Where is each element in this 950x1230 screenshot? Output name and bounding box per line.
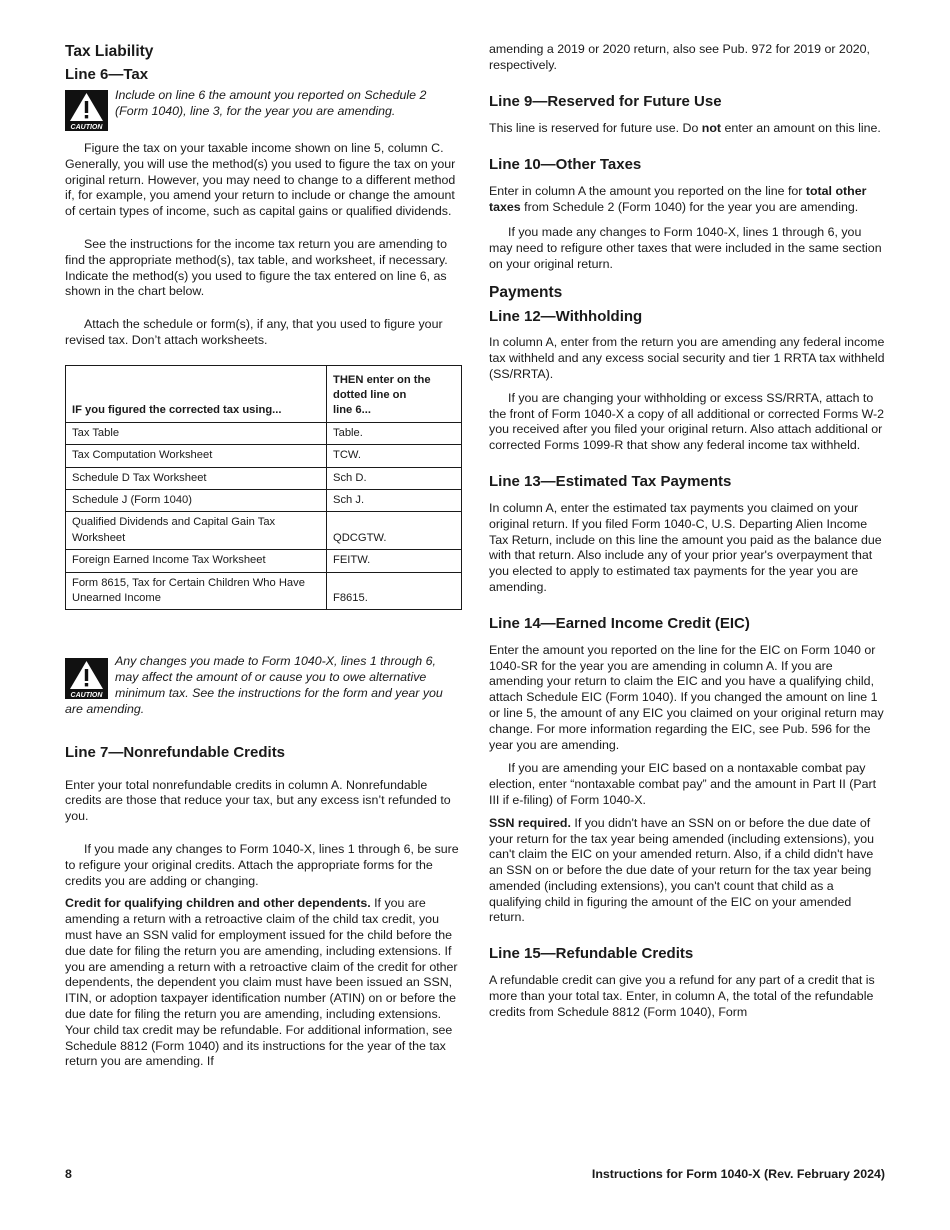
line10-paragraph-1: Enter in column A the amount you reported on the line for total other taxes from Schedule 2 (Form 1040) for the year you are amending. <box>489 184 867 215</box>
line6-paragraph-1: Figure the tax on your taxable income shown on line 5, column C. Generally, you will use the method(s) you used to figure the tax on your original return. However, you may need to change to a different method if, for example, you amend your return to include or change the amount of certain types of income, such as capital gains or qualified dividends. <box>65 141 456 219</box>
table-cell-method: Form 8615, Tax for Certain Children Who Have Unearned Income <box>66 572 327 610</box>
line13-heading: Line 13—Estimated Tax Payments <box>489 472 732 490</box>
table-row <box>66 467 462 489</box>
caution-note-amt <box>65 654 462 717</box>
table-cell-code: Sch J. <box>327 489 462 511</box>
line12-heading: Line 12—Withholding <box>489 308 643 326</box>
table-cell-code: QDCGTW. <box>327 512 462 550</box>
table-cell-code: Sch D. <box>327 467 462 489</box>
line14-paragraph-3: SSN required. If you didn't have an SSN on or before the due date of your return for the tax year being amended (including extensions), you can't claim the EIC on your amended return. Also, if a child didn't have an SSN on or before the due date of your return for the tax year being amended (including extensions), you can't count that child as a qualifying child in figuring the amount of the EIC on your amended return. <box>489 815 875 925</box>
line9-paragraph: This line is reserved for future use. Do not enter an amount on this line. <box>489 120 881 135</box>
table-row <box>66 550 462 572</box>
table-row <box>66 445 462 467</box>
page-number: 8 <box>65 1167 72 1181</box>
right-column <box>489 42 886 1021</box>
line6-heading: Line 6—Tax <box>65 66 149 83</box>
caution-note-line6 <box>65 88 462 131</box>
table-row <box>66 512 462 550</box>
table-cell-code: FEITW. <box>327 550 462 572</box>
line14-heading: Line 14—Earned Income Credit (EIC) <box>489 614 750 632</box>
table-cell-method: Schedule J (Form 1040) <box>66 489 327 511</box>
line12-paragraph-2: If you are changing your withholding or excess SS/RRTA, attach to the front of Form 1040-X a copy of all additional or corrected Forms W-2 you received after you filed your original return. Also attach additional or corrected Forms 1099-R that show any federal income tax withheld. <box>489 390 885 453</box>
line15-heading: Line 15—Refundable Credits <box>489 945 694 963</box>
table-cell-code: Table. <box>327 422 462 444</box>
caution-text-line6: Include on line 6 the amount you reported on Schedule 2 (Form 1040), line 3, for the year you are amending. <box>115 88 427 118</box>
table-row <box>66 572 462 610</box>
svg-text:CAUTION: CAUTION <box>70 124 103 131</box>
tax-method-table <box>65 365 462 611</box>
table-row <box>66 422 462 444</box>
section-title-payments: Payments <box>489 284 563 302</box>
caution-icon <box>65 90 108 131</box>
line12-paragraph-1: In column A, enter from the return you are amending any federal income tax withheld and any excess social security and tier 1 RRTA tax withheld (SS/RRTA). <box>489 335 885 381</box>
form-title-footer: Instructions for Form 1040-X (Rev. February 2024) <box>591 1167 885 1181</box>
line9-heading: Line 9—Reserved for Future Use <box>489 92 722 110</box>
line13-paragraph-1: In column A, enter the estimated tax payments you claimed on your original return. If you filed Form 1040-C, U.S. Departing Alien Income Tax Return, include on this line the amount you paid as the balance due with that return. Also include any of your prior year's overpayment that you elected to apply to estimated tax payments for the year you are amending. <box>489 500 882 594</box>
table-cell-method: Tax Computation Worksheet <box>66 445 327 467</box>
table-cell-method: Tax Table <box>66 422 327 444</box>
caution-icon <box>65 658 108 699</box>
table-cell-code: F8615. <box>327 572 462 610</box>
line10-paragraph-2: If you made any changes to Form 1040-X, lines 1 through 6, you may need to refigure other taxes that were included in the same section on your original return. <box>489 224 882 271</box>
table-cell-method: Schedule D Tax Worksheet <box>66 467 327 489</box>
table-cell-method: Qualified Dividends and Capital Gain Tax Worksheet <box>66 512 327 550</box>
line7-paragraph-3: Credit for qualifying children and other dependents. If you are amending a return with a retroactive claim of the child tax credit, you must have an SSN valid for employment issued for the child before the due date for filing the return you are amending, including extensions. If you are amending a return with a retroactive claim of the credit for other dependents, the dependent you claim must have been issued an SSN, ITIN, or adoption taxpayer identification number (ATIN) on or before the due date for filing the return you are amending, including extensions. Your child tax credit may be refundable. For additional information, see Schedule 8812 (Form 1040) and its instructions for the year of the tax return you are amending. If <box>65 896 458 1069</box>
line10-heading: Line 10—Other Taxes <box>489 156 642 174</box>
line15-paragraph-1: A refundable credit can give you a refund for any part of a credit that is more than your total tax. Enter, in column A, the total of the refundable credits from Schedule 8812 (Form 1040), Form <box>489 973 875 1019</box>
continued-paragraph: amending a 2019 or 2020 return, also see Pub. 972 for 2019 or 2020, respectively. <box>489 42 870 72</box>
line7-heading: Line 7—Nonrefundable Credits <box>65 743 286 761</box>
line7-paragraph-1: Enter your total nonrefundable credits in column A. Nonrefundable credits are those that reduce your tax, but any excess isn’t refunded to you. <box>65 777 451 824</box>
table-header-then: THEN enter on the dotted line on line 6... <box>327 365 462 422</box>
line14-paragraph-2: If you are amending your EIC based on a nontaxable combat pay election, enter “nontaxable combat pay” and the amount in Part II (Part III if e-filing) of Form 1040-X. <box>489 761 877 807</box>
line6-paragraph-2: See the instructions for the income tax return you are amending to find the appropriate method(s), tax table, and worksheet, if necessary. Indicate the method(s) you used to figure the tax entered on line 6, as shown in the chart below. <box>65 236 448 299</box>
line6-paragraph-3: Attach the schedule or form(s), if any, that you used to figure your revised tax. Don’t attach worksheets. <box>65 317 443 347</box>
caution-text-amt: Any changes you made to Form 1040-X, lines 1 through 6, may affect the amount of or cause you to owe alternative minimum tax. See the instructions for the form and year you are amending. <box>65 654 443 716</box>
line7-paragraph-2: If you made any changes to Form 1040-X, lines 1 through 6, be sure to refigure your original credits. Attach the appropriate forms for the credits you are adding or changing. <box>65 842 459 888</box>
table-cell-code: TCW. <box>327 445 462 467</box>
table-row <box>66 489 462 511</box>
line14-paragraph-1: Enter the amount you reported on the line for the EIC on Form 1040 or 1040-SR for the year you are amending in column A. If you are amending your return to claim the EIC and you have a qualifying child, attach Schedule EIC (Form 1040). If you changed the amount on line 1 or line 5, the amount of any EIC you claimed on your original return may change. For more information regarding the EIC, see Pub. 596 for the year you are amending. <box>489 642 884 752</box>
left-column <box>65 40 462 1070</box>
section-title-tax-liability: Tax Liability <box>65 43 154 60</box>
table-header-row <box>66 365 462 422</box>
table-cell-method: Foreign Earned Income Tax Worksheet <box>66 550 327 572</box>
table-header-if: IF you figured the corrected tax using... <box>66 365 327 422</box>
svg-text:CAUTION: CAUTION <box>70 692 103 700</box>
